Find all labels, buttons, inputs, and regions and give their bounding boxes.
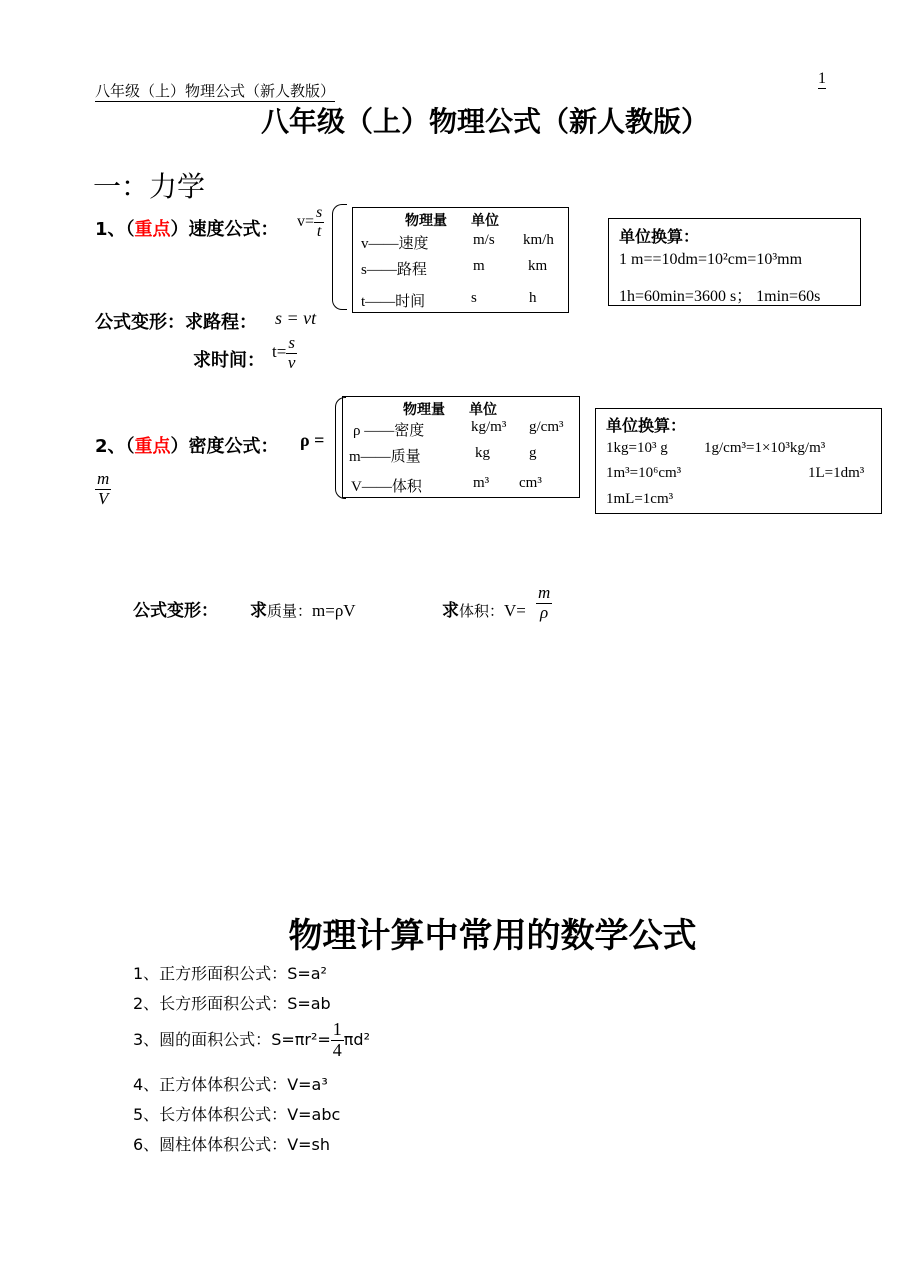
table-row: v——速度 m/s km/h (361, 232, 554, 252)
time-formula: t= $\frac{s}{v}$ (272, 333, 296, 372)
list-item: 4、正方体体积公式：V=a³ (133, 1075, 328, 1094)
table-header-quantity: 物理量 (403, 402, 445, 418)
list-item: 3、圆的面积公式：S=πr²= $\frac{1}{4}$ πd² (133, 1019, 370, 1060)
page-number: 1 (818, 70, 826, 87)
table-header-unit: 单位 (471, 213, 499, 229)
mass-formula: 求质量：m=ρV (250, 601, 356, 621)
conversion-line: 1g/cm³=1×10³kg/m³ (704, 440, 826, 456)
unit-box-title: 单位换算： (619, 227, 700, 246)
density-fraction: $\frac{m}{V}$ (97, 469, 110, 508)
time-label: 求时间： (193, 350, 265, 371)
list-item: 2、长方形面积公式：S=ab (133, 994, 331, 1013)
table-row: t——时间 s h (361, 290, 537, 310)
conversion-line: 1 m==10dm=10²cm=10³mm (619, 251, 803, 268)
table-header-quantity: 物理量 (405, 213, 447, 229)
list-item: 6、圆柱体体积公式：V=sh (133, 1135, 331, 1154)
volume-fraction: $\frac{m}{\rho}$ (538, 583, 551, 622)
density-formula-label: 2、（重点）密度公式： (95, 436, 279, 457)
density-formula-lhs: ρ = (300, 430, 325, 450)
page-title: 八年级（上）物理公式（新人教版） (260, 105, 709, 138)
conversion-line: 1mL=1cm³ (606, 491, 674, 507)
list-item: 1、正方形面积公式：S=a² (133, 964, 327, 983)
speed-quantity-table (352, 207, 569, 313)
conversion-line: 1m³=10⁶cm³ (606, 465, 682, 481)
conversion-line: 1L=1dm³ (808, 465, 865, 481)
table-row: ρ ——密度 kg/m³ g/cm³ (353, 419, 564, 439)
table-row: s——路程 m km (361, 258, 548, 278)
unit-conversion-box (608, 218, 861, 306)
conversion-line: 1kg=10³ g (606, 440, 668, 456)
brace (332, 204, 347, 310)
table-row: V——体积 m³ cm³ (351, 475, 542, 495)
formula-variant-label: 公式变形： (133, 601, 218, 621)
table-row: m——质量 kg g (349, 445, 537, 465)
table-header-unit: 单位 (469, 402, 497, 418)
unit-box-title: 单位换算： (606, 416, 687, 435)
volume-formula: 求体积：V= (442, 601, 526, 621)
conversion-line: 1h=60min=3600 s； 1min=60s (619, 288, 821, 305)
density-quantity-table (342, 396, 580, 498)
math-section-title: 物理计算中常用的数学公式 (288, 916, 697, 956)
list-item: 5、长方体体积公式：V=abc (133, 1105, 341, 1124)
formula-variant-label: 公式变形：求路程： (95, 312, 257, 333)
section-heading: 一：力学 (93, 170, 206, 203)
unit-conversion-box (595, 408, 882, 514)
speed-formula-label: 1、（重点）速度公式： (95, 219, 279, 240)
running-header: 八年级（上）物理公式（新人教版） (95, 82, 336, 100)
distance-formula: s = vt (275, 308, 317, 328)
speed-formula: v= $\frac{s}{t}$ (297, 204, 323, 240)
